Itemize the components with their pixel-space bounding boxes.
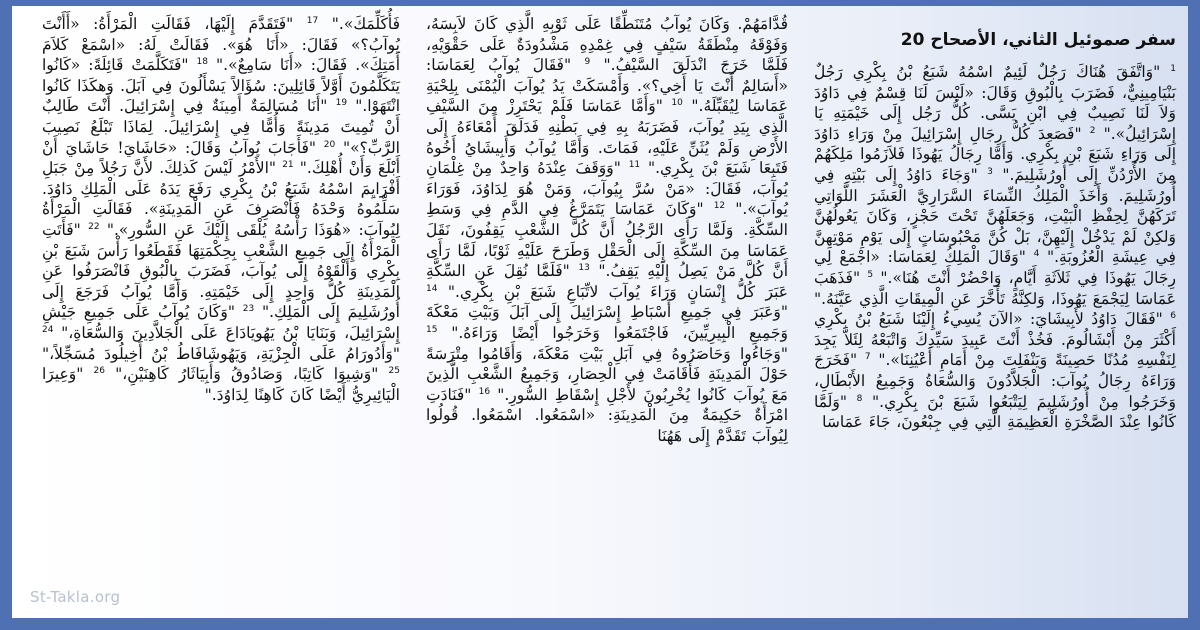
verse-number: 22: [88, 221, 100, 232]
verse-text: "وَجَاءُوا وَحَاصَرُوهُ فِي آبَلِ بَيْتِ مَعْكَةَ، وَأَقَامُوا مِتْرَسَةً حَوْلَ الْمَدِينَةِ فَأَقَامَتْ فِي الْحِصَارِ، وَجَمِيعُ الشَّعْبِ الَّذِينَ مَعَ يُوآبَ كَانُوا يُخْرِبُونَ لأَجْلِ إِسْقَاطِ السُّورِ.": [426, 344, 788, 404]
verse-text: "الأَمْرُ لَيْسَ كَذلِكَ. لأَنَّ رَجُلاً مِنْ جَبَلِ أَفْرَايِمَ اسْمُهُ شَبَعُ بْنُ بِكْرِي رَفَعَ يَدَهُ عَلَى الْمَلِكِ دَاوُدَ. سَلِّمُوهُ وَحْدَهُ فَأَنْصَرِفَ عَنِ الْمَدِينَةِ». فَقَالَتِ الْمَرْأَةُ لِيُوآبَ: «هُوَذَا رَأْسُهُ يُلْقَى إِلَيْكَ عَنِ السُّورِ».": [42, 159, 400, 239]
verse-number: 7: [864, 352, 871, 363]
verse-text: "فَنَادَتِ امْرَأَةٌ حَكِيمَةٌ مِنَ الْمَدِينَةِ: «اسْمَعُوا. اسْمَعُوا. قُولُوا لِيُوآبَ تَقَدَّمْ إِلَى هَهُنَا: [426, 385, 788, 445]
verse-text: "فَلَمَّا نُقِلَ عَنِ السِّكَّةِ عَبَرَ كُلُّ إِنْسَانٍ وَرَاءَ يُوآبَ لاتِّبَاعِ شَبَعَ بْنِ بِكْرِي.": [426, 262, 788, 301]
document-page: [12, 6, 1188, 618]
verse-text: "فَذَهَبَ عَمَاسَا لِيَجْمَعَ يَهُوذَا، وَلكِنَّهُ تَأَخَّرَ عَنِ الْمِيقَاتِ الَّذِي عَيَّنَهُ.": [814, 268, 1176, 308]
verse-text: "فَتَقَدَّمَ إِلَيْهَا، فَقَالَتِ الْمَرْأَةُ: «أَأَنْتَ يُوآبُ؟» فَقَالَ: «أَنَا هُوَ». فَقَالَتْ لَهُ: «اسْمَعْ كَلاَمَ أَمَتِكَ». فَقَالَ: «أَنَا سَامِعٌ».": [42, 15, 401, 75]
verse-text: "وَشِيوَا كَاتِبًا، وَصَادُوقُ وَأَبِيَاثَارُ كَاهِنَيْنِ،": [115, 365, 379, 384]
verse-number: 26: [93, 365, 105, 376]
verse-number: 13: [578, 262, 590, 273]
verse-text: "وَعِيرَا الْيَائِيرِيُّ أَيْضًا كَانَ كَاهِنًا لِدَاوُدَ.": [42, 365, 400, 404]
verse-text: "وَقَالَ الْمَلِكُ لِعَمَاسَا: «اجْمَعْ لِي رِجَالَ يَهُوذَا فِي ثَلاَثَةِ أَيَّامٍ، وَاحْضُرْ أَنْتَ هُنَا».": [814, 248, 1176, 287]
verse-number: 20: [323, 139, 336, 150]
verse-text: قُدَّامَهُمْ. وَكَانَ يُوآبُ مُتَنَطِّقًا عَلَى ثَوْبِهِ الَّذِي كَانَ لاَبِسَهُ، وَفَوْقَهُ مِنْطَقَةُ سَيْفٍ فِي غِمْدِهِ مَشْدُودَةٌ عَلَى حَقْوَيْهِ، فَلَمَّا خَرَجَ انْدَلَقَ السَّيْفُ.": [426, 15, 788, 75]
watermark: St-Takla.org: [30, 588, 121, 606]
verse-number: 17: [306, 15, 319, 26]
verse-number: 15: [426, 324, 438, 335]
column-1-text: [814, 62, 1176, 433]
verse-text: "فَقَالَ يُوآبُ لِعَمَاسَا: «أَسَالِمٌ أَنْتَ يَا أَخِي؟». وَأَمْسَكَتْ يَدُ يُوآبَ الْيُمْنَى بِلِحْيَةِ عَمَاسَا لِيُقَبِّلَهُ.": [426, 56, 788, 116]
verse-number: 6: [1170, 310, 1176, 321]
verse-number: 14: [426, 283, 438, 294]
verse-text: "وَأَدُورَامُ عَلَى الْجِزْيَةِ، وَيَهُوشَافَاطُ بْنُ أَخِيلُودَ مُسَجِّلاً،": [42, 344, 400, 363]
verse-text: "فَخَرَجَ وَرَاءَهُ رِجَالُ يُوآبَ: الْجَلاَّدُونَ وَالسُّعَاةُ وَجَمِيعُ الأَبْطَالِ، وَخَرَجُوا مِنْ أُورُشَلِيمَ لِيَتْبَعُوا شَبَعَ بْنَ بِكْرِي.": [814, 351, 1176, 411]
column-2-text: [426, 14, 788, 446]
verse-text: "فَأَجَابَ يُوآبُ وَقَالَ: «حَاشَايَ! حَاشَايَ أَنْ أَبْلَعَ وَأَنْ أُهْلِكَ.": [42, 138, 400, 178]
verse-number: 1: [1170, 63, 1177, 74]
verse-text: "فَقَالَ دَاوُدُ لأَبِيشَايَ: «الآنَ يُسِيءُ إِلَيْنَا شَبَعُ بْنُ بِكْرِي أَكْثَرَ مِنْ أَبْشَالُومَ. فَخُذْ أَنْتَ عَبِيدَ سَيِّدِكَ وَاتْبَعْهُ لِئَلاَّ يَجِدَ لِنَفْسِهِ مُدُنًا حَصِينَةً وَيَنْفَلِتَ مِنْ أَمَامِ أَعْيُنِنَا».": [814, 310, 1176, 370]
verse-number: 8: [856, 393, 863, 404]
verse-text: "فَصَعِدَ كُلُّ رِجَالِ إِسْرَائِيلَ مِنْ وَرَاءِ دَاوُدَ إِلَى وَرَاءِ شَبَعَ بْنِ بِكْرِي. وَأَمَّا رِجَالُ يَهُوذَا فَلاَزَمُوا مَلِكَهُمْ مِنَ الأُرْدُنِّ إِلَى أُورُشَلِيمَ.": [814, 124, 1176, 184]
verse-text: "وَوَقَفَ عِنْدَهُ وَاحِدٌ مِنْ غِلْمَانِ يُوآبَ، فَقَالَ: «مَنْ سُرَّ بِيُوآبَ، وَمَنْ هُوَ لِدَاوُدَ، فَوَرَاءَ يُوآبَ».": [426, 159, 788, 219]
verse-number: 19: [335, 98, 348, 109]
verse-number: 23: [242, 304, 255, 315]
column-1: [802, 6, 1188, 618]
verse-text: فَأُكَلِّمَكَ».": [331, 15, 401, 33]
verse-number: 24: [42, 324, 54, 335]
verse-number: 3: [987, 166, 993, 177]
verse-number: 11: [628, 160, 641, 170]
verse-text: "وَأَمَّا عَمَاسَا فَلَمْ يَحْتَرِزْ مِنَ السَّيْفِ الَّذِي بِيَدِ يُوآبَ، فَضَرَبَهُ بِهِ فِي بَطْنِهِ فَدَلَقَ أَمْعَاءَهُ إِلَى الأَرْضِ وَلَمْ يُثَنِّ عَلَيْهِ، فَمَاتَ. وَأَمَّا يُوآبُ وَأَبِيشَايُ أَخُوهُ فَتَبِعَا شَبَعَ بْنَ بِكْرِي.": [426, 97, 788, 178]
verse-number: 2: [1089, 125, 1096, 136]
text-columns: [12, 6, 1188, 618]
verse-text: "وَجَاءَ دَاوُدُ إِلَى بَيْتِهِ فِي أُورُشَلِيمَ. وَأَخَذَ الْمَلِكُ النِّسَاءَ السَّرَارِيَّ الْعَشَرَ اللَّوَاتِي تَرَكَهُنَّ لِحِفْظِ الْبَيْتِ، وَجَعَلَهُنَّ تَحْتَ حَجْزٍ، وَكَانَ يَعُولُهُنَّ وَلكِنْ لَمْ يَدْخُلْ إِلَيْهِنَّ، بَلْ كُنَّ مَحْبُوسَاتٍ إِلَى يَوْمِ مَوْتِهِنَّ فِي عِيشَةِ الْعُزُوبَةِ.": [814, 165, 1176, 267]
verse-text: "فَأَتَتِ الْمَرْأَةُ إِلَى جَمِيعِ الشَّعْبِ بِحِكْمَتِهَا فَقَطَعُوا رَأْسَ شَبَعَ بْنِ بِكْرِي وَأَلْقَوْهُ إِلَى يُوآبَ، فَضَرَبَ بِالْبُوقِ فَانْصَرَفُوا عَنِ الْمَدِينَةِ كُلُّ وَاحِدٍ إِلَى خَيْمَتِهِ. وَأَمَّا يُوآبُ فَرَجَعَ إِلَى أُورُشَلِيمَ إِلَى الْمَلِكِ.": [42, 220, 400, 322]
verse-number: 21: [282, 160, 294, 170]
verse-text: "وَلَمَّا كَانُوا عِنْدَ الصَّخْرَةِ الْعَظِيمَةِ الَّتِي فِي جِبْعُونَ، جَاءَ عَمَاسَا: [814, 392, 1176, 432]
chapter-title: سفر صموئيل الثاني، الأصحاح 20: [900, 30, 1176, 50]
verse-number: 9: [584, 57, 591, 68]
column-2: [414, 6, 802, 618]
verse-text: "وَاتَّفَقَ هُنَاكَ رَجُلٌ لَئِيمٌ اسْمُهُ شَبَعُ بْنُ بِكْرِي رَجُلٌ بَنْيَامِينِيٌّ، فَضَرَبَ بِالْبُوقِ وَقَالَ: «لَيْسَ لَنَا قِسْمٌ فِي دَاوُدَ وَلاَ لَنَا نَصِيبٌ فِي ابْنِ يَسَّى. كُلُّ رَجُل إِلَى خَيْمَتِهِ يَا إِسْرَائِيلُ».": [814, 63, 1176, 143]
verse-text: "وَكَانَ يُوآبُ عَلَى جَمِيعِ جَيْشِ إِسْرَائِيلَ، وَبَنَايَا بْنُ يَهُويَادَاعَ عَلَى الْجَلاَّدِينَ وَالسُّعَاةِ،": [42, 303, 400, 342]
verse-number: 10: [671, 98, 683, 109]
verse-number: 16: [478, 386, 491, 397]
verse-text: "أَنَا مُسَالِمَةٌ أَمِينَةٌ فِي إِسْرَائِيلَ. أَنْتَ طَالِبٌ أَنْ تُمِيتَ مَدِينَةً وَأُمًّا فِي إِسْرَائِيلَ. لِمَاذَا تَبْلَعُ نَصِيبَ الرَّبِّ؟»": [42, 97, 400, 157]
verse-text: "فَتَكَلَّمَتْ قَائِلَةً: «كَانُوا يَتَكَلَّمُونَ أَوَّلاً قَائِلِينَ: سُؤَالاً يَسْأَلُونَ فِي آبَلَ. وَهكَذَا كَانُوا انْتَهَوْا.": [42, 56, 401, 116]
verse-number: 5: [867, 269, 874, 280]
verse-number: 4: [1033, 249, 1040, 260]
verse-number: 12: [713, 201, 726, 212]
verse-text: "وَعَبَرَ فِي جَمِيعِ أَسْبَاطِ إِسْرَائِيلَ إِلَى آبَلَ وَبَيْتِ مَعْكَةَ وَجَمِيعِ الْبِيرِيِّينَ، فَاجْتَمَعُوا وَخَرَجُوا أَيْضًا وَرَاءَهُ.": [426, 303, 788, 342]
verse-number: 25: [388, 365, 400, 376]
verse-text: "وَكَانَ عَمَاسَا يَتَمَرَّغُ فِي الدَّمِ فِي وَسَطِ السِّكَّةِ. وَلَمَّا رَأَى الرَّجُلُ أَنَّ كُلَّ الشَّعْبِ يَقِفُونَ، نَقَلَ عَمَاسَا مِنَ السِّكَّةِ إِلَى الْحَقْلِ وَطَرَحَ عَلَيْهِ ثَوْبًا، لَمَّا رَأَى أَنَّ كُلَّ مَنْ يَصِلُ إِلَيْهِ يَقِفُ.": [426, 200, 789, 281]
column-3: [32, 6, 414, 618]
verse-number: 18: [196, 57, 208, 68]
column-3-text: [42, 14, 400, 405]
